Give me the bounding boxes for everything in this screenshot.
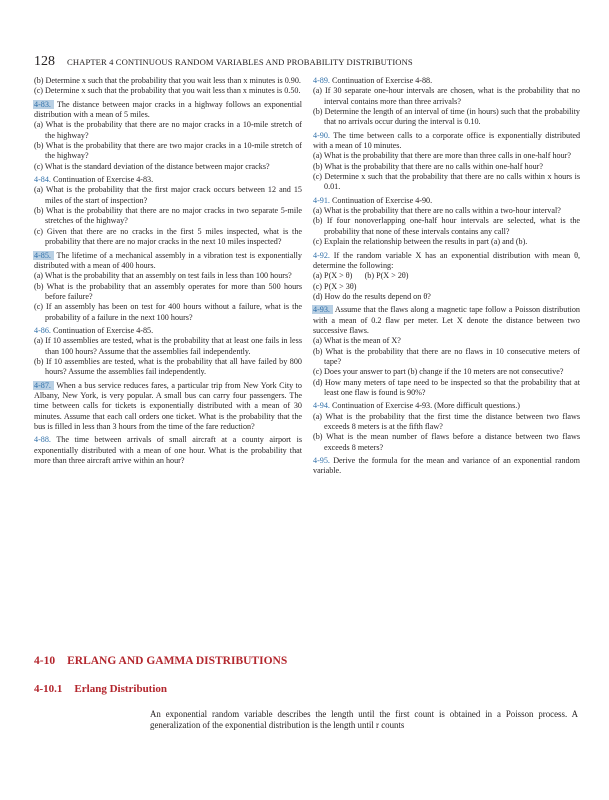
list-item: (a) What is the probability that the first time the distance between two flaws exceeds 8 meters is at the fifth flaw? (313, 411, 580, 431)
page-number: 128 (34, 54, 55, 69)
list-item: (b) What is the probability that there are no calls within one-half hour? (313, 161, 543, 171)
exercise-text: The time between calls to a corporate office is exponentially distributed with a mean of 10 minutes. (313, 130, 581, 151)
exercise-4-89 (313, 76, 580, 86)
list-item: (a) If 30 separate one-hour intervals are chosen, what is the probability that no interval contains more than three arrivals? (313, 86, 580, 106)
list-item: (d) How do the results depend on θ? (313, 291, 431, 301)
list-item: (c) Determine x such that the probability that there are no calls within x hours is 0.01. (313, 172, 580, 192)
exercise-text: Derive the formula for the mean and variance of an exponential random variable. (313, 456, 581, 476)
exercise-text: Continuation of Exercise 4-90. (331, 195, 433, 205)
exercise-number: 4-83. (33, 100, 54, 109)
list-item: (b) If 10 assemblies are tested, what is the probability that all have failed by 800 hours? Assume the assemblies fail independently. (34, 356, 302, 377)
exercise-4-83 (34, 100, 302, 121)
exercise-text: Continuation of Exercise 4-88. (331, 76, 433, 85)
right-column (313, 76, 580, 477)
exercise-text: The distance between major cracks in a highway follows an exponential distribution with a mean of 5 miles. (34, 99, 302, 120)
exercise-number: 4-87. (33, 381, 54, 390)
list-item: (a) What is the probability that there are more than three calls in one-half hour? (313, 151, 571, 161)
chapter-title: CHAPTER 4 CONTINUOUS RANDOM VARIABLES AND PROBABILITY DISTRIBUTIONS (67, 57, 413, 67)
subsection-number: 4-10.1 (34, 683, 63, 695)
exercise-number: 4-92. (313, 250, 330, 260)
exercise-4-87 (34, 381, 302, 433)
list-item: (b) If four nonoverlapping one-half hour intervals are selected, what is the probability that none of these intervals contains any call? (313, 216, 580, 236)
list-item: (a) What is the probability that the first major crack occurs between 12 and 15 miles of the start of inspection? (34, 185, 302, 205)
exercise-text: When a bus service reduces fares, a particular trip from New York City to Albany, New York, is very popular. A small bus can carry four passengers. The time between calls for tickets is exponentially distributed with a mean of 30 minutes. Assume that each call orders one ticket. What is the probability that the bus is filled in less than 3 hours from the time of the fare reduction? (34, 380, 302, 431)
list-item: (c) Explain the relationship between the results in part (a) and (b). (313, 237, 528, 247)
exercise-number: 4-94. (313, 401, 330, 411)
exercise-text: Continuation of Exercise 4-83. (52, 175, 154, 185)
list-item: (d) How many meters of tape need to be inspected so that the probability that at least one flaw is found is 90%? (313, 377, 580, 397)
exercise-4-86 (34, 326, 302, 336)
list-item: (b) What is the mean number of flaws before a distance between two flaws exceeds 8 meters? (313, 432, 580, 452)
exercise-text: The time between arrivals of small aircraft at a county airport is exponentially distributed with a mean of one hour. What is the probability that more than three aircraft arrive within an hour? (34, 435, 302, 466)
exercise-number: 4-95. (313, 456, 330, 466)
list-item: (c) Determine x such that the probability that you wait less than x minutes is 0.50. (34, 86, 301, 96)
exercise-number: 4-90. (313, 130, 330, 140)
subsection-heading (34, 683, 167, 695)
left-column (34, 76, 302, 466)
section-title: ERLANG AND GAMMA DISTRIBUTIONS (67, 655, 288, 667)
list-item: (a) What is the probability that there are no calls within a two-hour interval? (313, 206, 561, 216)
exercise-number: 4-93. (312, 305, 333, 314)
exercise-number: 4-85. (33, 251, 54, 260)
exercise-number: 4-86. (34, 325, 51, 335)
exercise-number: 4-88. (34, 435, 51, 445)
list-item: (b) Determine the length of an interval of time (in hours) such that the probability that no arrivals occur during the interval is 0.10. (313, 107, 580, 127)
list-item: (c) P(X > 3θ) (313, 281, 357, 291)
list-item: (b) What is the probability that an assembly operates for more than 500 hours before failure? (34, 281, 302, 301)
list-item: (c) If an assembly has been on test for 400 hours without a failure, what is the probability of a failure in the next 100 hours? (34, 302, 302, 322)
exercise-number: 4-84. (34, 175, 51, 185)
section-heading (34, 655, 287, 667)
list-item: (c) Does your answer to part (b) change if the 10 meters are not consecutive? (313, 367, 564, 377)
exercise-4-93 (313, 305, 580, 336)
subsection-title: Erlang Distribution (74, 683, 168, 695)
exercise-text: If the random variable X has an exponential distribution with mean θ, determine the following: (313, 250, 580, 270)
body-paragraph: An exponential random variable describes the length until the first count is obtained in a Poisson process. A generalization of the exponential distribution is the length until r counts (150, 709, 578, 731)
list-item: (c) Given that there are no cracks in the first 5 miles inspected, what is the probability that there are no major cracks in the next 10 miles inspected? (34, 226, 302, 247)
exercise-4-85 (34, 251, 302, 272)
section-number: 4-10 (34, 655, 56, 667)
exercise-number: 4-89. (313, 76, 330, 85)
exercise-text: Continuation of Exercise 4-85. (52, 325, 154, 335)
exercise-4-91 (313, 196, 580, 206)
exercise-text: The lifetime of a mechanical assembly in a vibration test is exponentially distributed with a mean of 400 hours. (34, 250, 302, 270)
page-header (34, 54, 579, 70)
list-item: (b) What is the probability that there are two major cracks in a 10-mile stretch of the highway? (34, 141, 302, 161)
exercise-number: 4-91. (313, 195, 330, 205)
exercise-text: Assume that the flaws along a magnetic tape follow a Poisson distribution with a mean of 0.2 flaw per meter. Let X denote the distance between two successive flaws. (313, 305, 580, 335)
exercise-text: Continuation of Exercise 4-93. (More difficult questions.) (331, 401, 521, 411)
exercise-4-92 (313, 251, 580, 272)
list-item: (a) What is the probability that there are no major cracks in a 10-mile stretch of the highway? (34, 120, 302, 140)
list-item: (b) What is the probability that there are no flaws in 10 consecutive meters of tape? (313, 346, 580, 366)
list-item: (a) What is the mean of X? (313, 336, 401, 346)
exercise-4-90 (313, 131, 580, 152)
list-item: (b) Determine x such that the probability that you wait less than x minutes is 0.90. (34, 76, 301, 85)
list-item: (b) What is the probability that there are no major cracks in two separate 5-mile stretches of the highway? (34, 206, 302, 226)
exercise-4-94 (313, 401, 580, 411)
list-item: (a) If 10 assemblies are tested, what is the probability that at least one fails in less than 100 hours? Assume that the assemblies fail independently. (34, 336, 302, 356)
exercise-4-84 (34, 175, 302, 185)
exercise-4-88 (34, 435, 302, 466)
list-item: (a) What is the probability that an assembly on test fails in less than 100 hours? (34, 271, 292, 281)
list-item: (a) P(X > θ) (b) P(X > 2θ) (313, 271, 409, 281)
list-item: (c) What is the standard deviation of the distance between major cracks? (34, 161, 270, 171)
exercise-4-95 (313, 456, 580, 477)
